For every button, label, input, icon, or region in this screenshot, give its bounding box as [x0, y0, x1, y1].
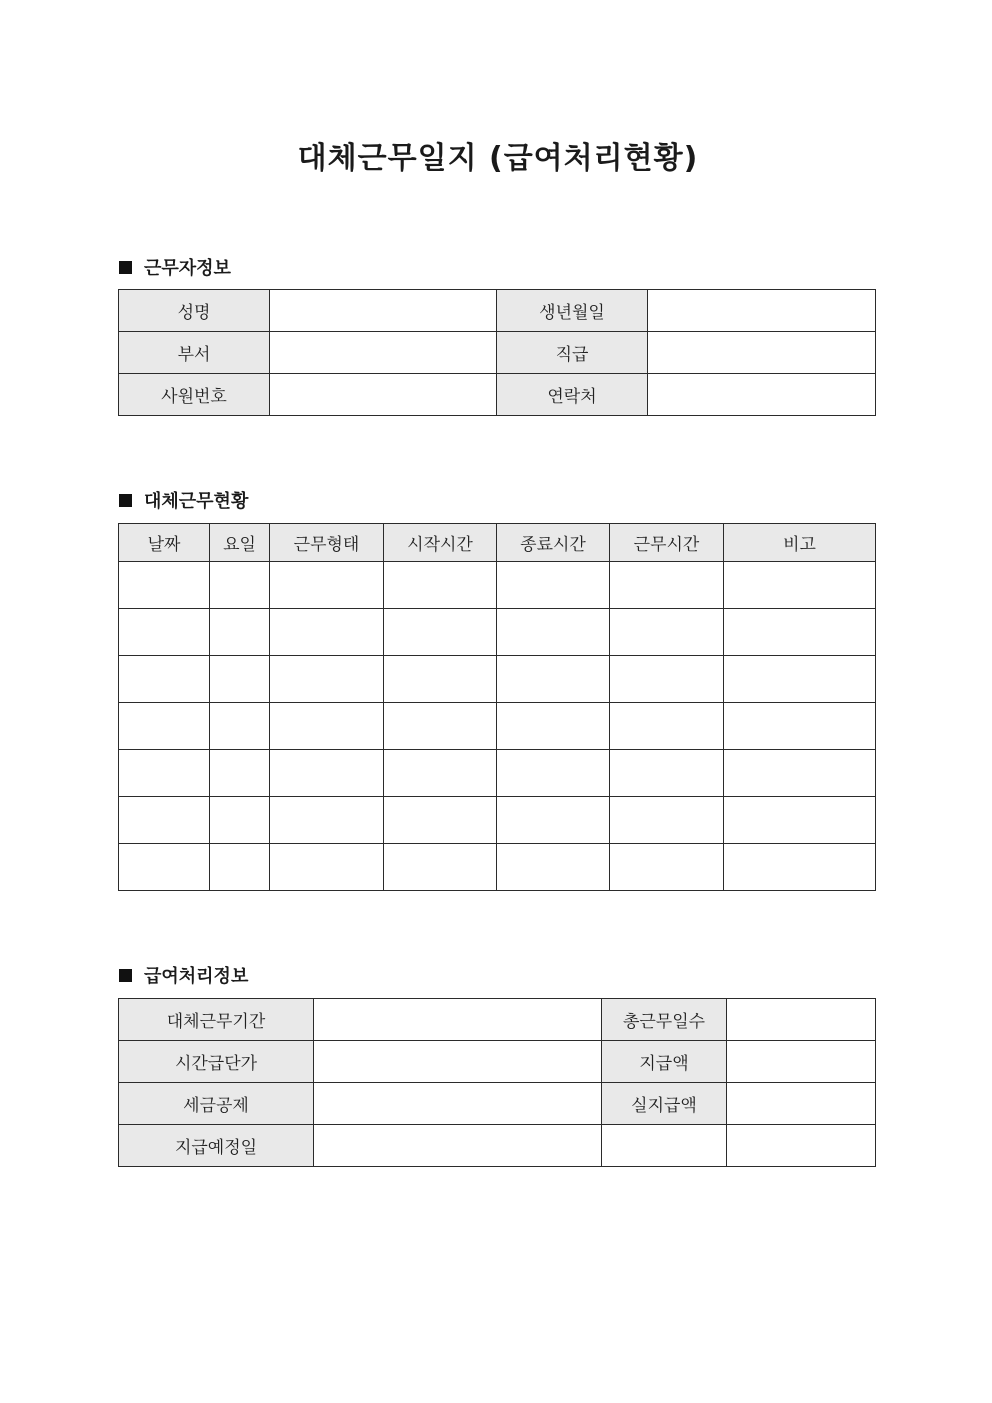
- work-type-cell[interactable]: [270, 703, 384, 750]
- work-hours-cell[interactable]: [610, 844, 724, 891]
- label-net-pay: 실지급액: [602, 1083, 727, 1125]
- work-type-cell[interactable]: [270, 797, 384, 844]
- work-hours-cell[interactable]: [610, 750, 724, 797]
- pay-amount-field[interactable]: [727, 1041, 876, 1083]
- label-scheduled-pay-date: 지급예정일: [119, 1125, 314, 1167]
- end-time-cell[interactable]: [497, 562, 610, 609]
- section-heading-sub-work: [119, 487, 248, 513]
- column-header-weekday: 요일: [210, 524, 270, 562]
- column-header-work-type: 근무형태: [270, 524, 384, 562]
- work-hours-cell[interactable]: [610, 703, 724, 750]
- section-heading-label: 근무자정보: [144, 258, 231, 279]
- remarks-cell[interactable]: [724, 656, 876, 703]
- column-header-start-time: 시작시간: [384, 524, 497, 562]
- column-header-remarks: 비고: [724, 524, 876, 562]
- label-name: 성명: [119, 290, 270, 332]
- worker-info-table: [118, 289, 876, 416]
- label-total-work-days: 총근무일수: [602, 999, 727, 1041]
- employee-id-field[interactable]: [270, 374, 497, 416]
- scheduled-pay-date-field[interactable]: [314, 1125, 602, 1167]
- column-header-end-time: 종료시간: [497, 524, 610, 562]
- date-cell[interactable]: [119, 797, 210, 844]
- sub-work-table: [118, 523, 876, 891]
- work-hours-cell[interactable]: [610, 797, 724, 844]
- table-row: [119, 562, 876, 609]
- start-time-cell[interactable]: [384, 797, 497, 844]
- weekday-cell[interactable]: [210, 750, 270, 797]
- section-heading-worker-info: [119, 254, 231, 280]
- label-pay-amount: 지급액: [602, 1041, 727, 1083]
- date-cell[interactable]: [119, 609, 210, 656]
- column-header-date: 날짜: [119, 524, 210, 562]
- label-department: 부서: [119, 332, 270, 374]
- work-type-cell[interactable]: [270, 844, 384, 891]
- table-row: [119, 374, 876, 416]
- work-type-cell[interactable]: [270, 656, 384, 703]
- table-header-row: [119, 524, 876, 562]
- section-heading-label: 급여처리정보: [144, 966, 249, 987]
- start-time-cell[interactable]: [384, 844, 497, 891]
- hourly-rate-field[interactable]: [314, 1041, 602, 1083]
- total-work-days-field[interactable]: [727, 999, 876, 1041]
- work-type-cell[interactable]: [270, 609, 384, 656]
- weekday-cell[interactable]: [210, 844, 270, 891]
- end-time-cell[interactable]: [497, 703, 610, 750]
- remarks-cell[interactable]: [724, 703, 876, 750]
- table-row: [119, 703, 876, 750]
- end-time-cell[interactable]: [497, 609, 610, 656]
- square-bullet-icon: [119, 969, 132, 982]
- work-hours-cell[interactable]: [610, 656, 724, 703]
- date-cell[interactable]: [119, 656, 210, 703]
- square-bullet-icon: [119, 261, 132, 274]
- start-time-cell[interactable]: [384, 562, 497, 609]
- square-bullet-icon: [119, 494, 132, 507]
- weekday-cell[interactable]: [210, 562, 270, 609]
- remarks-cell[interactable]: [724, 844, 876, 891]
- end-time-cell[interactable]: [497, 797, 610, 844]
- sub-work-period-field[interactable]: [314, 999, 602, 1041]
- weekday-cell[interactable]: [210, 609, 270, 656]
- empty-cell[interactable]: [602, 1125, 727, 1167]
- work-hours-cell[interactable]: [610, 562, 724, 609]
- start-time-cell[interactable]: [384, 656, 497, 703]
- date-cell[interactable]: [119, 844, 210, 891]
- table-row: [119, 332, 876, 374]
- table-row: [119, 609, 876, 656]
- pay-info-table: [118, 998, 876, 1167]
- label-employee-id: 사원번호: [119, 374, 270, 416]
- start-time-cell[interactable]: [384, 750, 497, 797]
- table-row: [119, 999, 876, 1041]
- label-tax-deduction: 세금공제: [119, 1083, 314, 1125]
- start-time-cell[interactable]: [384, 609, 497, 656]
- table-row: [119, 1041, 876, 1083]
- label-hourly-rate: 시간급단가: [119, 1041, 314, 1083]
- table-row: [119, 656, 876, 703]
- weekday-cell[interactable]: [210, 703, 270, 750]
- date-cell[interactable]: [119, 562, 210, 609]
- remarks-cell[interactable]: [724, 562, 876, 609]
- weekday-cell[interactable]: [210, 656, 270, 703]
- weekday-cell[interactable]: [210, 797, 270, 844]
- remarks-cell[interactable]: [724, 797, 876, 844]
- label-position: 직급: [497, 332, 648, 374]
- remarks-cell[interactable]: [724, 609, 876, 656]
- table-row: [119, 290, 876, 332]
- table-row: [119, 844, 876, 891]
- label-contact: 연락처: [497, 374, 648, 416]
- table-row: [119, 797, 876, 844]
- end-time-cell[interactable]: [497, 750, 610, 797]
- section-heading-label: 대체근무현황: [144, 491, 249, 512]
- date-cell[interactable]: [119, 703, 210, 750]
- column-header-work-hours: 근무시간: [610, 524, 724, 562]
- table-row: [119, 750, 876, 797]
- work-type-cell[interactable]: [270, 562, 384, 609]
- end-time-cell[interactable]: [497, 844, 610, 891]
- date-cell[interactable]: [119, 750, 210, 797]
- birthdate-field[interactable]: [648, 290, 876, 332]
- work-type-cell[interactable]: [270, 750, 384, 797]
- end-time-cell[interactable]: [497, 656, 610, 703]
- remarks-cell[interactable]: [724, 750, 876, 797]
- contact-field[interactable]: [648, 374, 876, 416]
- work-hours-cell[interactable]: [610, 609, 724, 656]
- empty-cell[interactable]: [727, 1125, 876, 1167]
- name-field[interactable]: [270, 290, 497, 332]
- tax-deduction-field[interactable]: [314, 1083, 602, 1125]
- document-title: 대체근무일지 (급여처리현황): [297, 141, 699, 176]
- label-sub-work-period: 대체근무기간: [119, 999, 314, 1041]
- position-field[interactable]: [648, 332, 876, 374]
- start-time-cell[interactable]: [384, 703, 497, 750]
- table-row: [119, 1125, 876, 1167]
- department-field[interactable]: [270, 332, 497, 374]
- table-row: [119, 1083, 876, 1125]
- net-pay-field[interactable]: [727, 1083, 876, 1125]
- section-heading-pay-info: [119, 962, 248, 988]
- label-birthdate: 생년월일: [497, 290, 648, 332]
